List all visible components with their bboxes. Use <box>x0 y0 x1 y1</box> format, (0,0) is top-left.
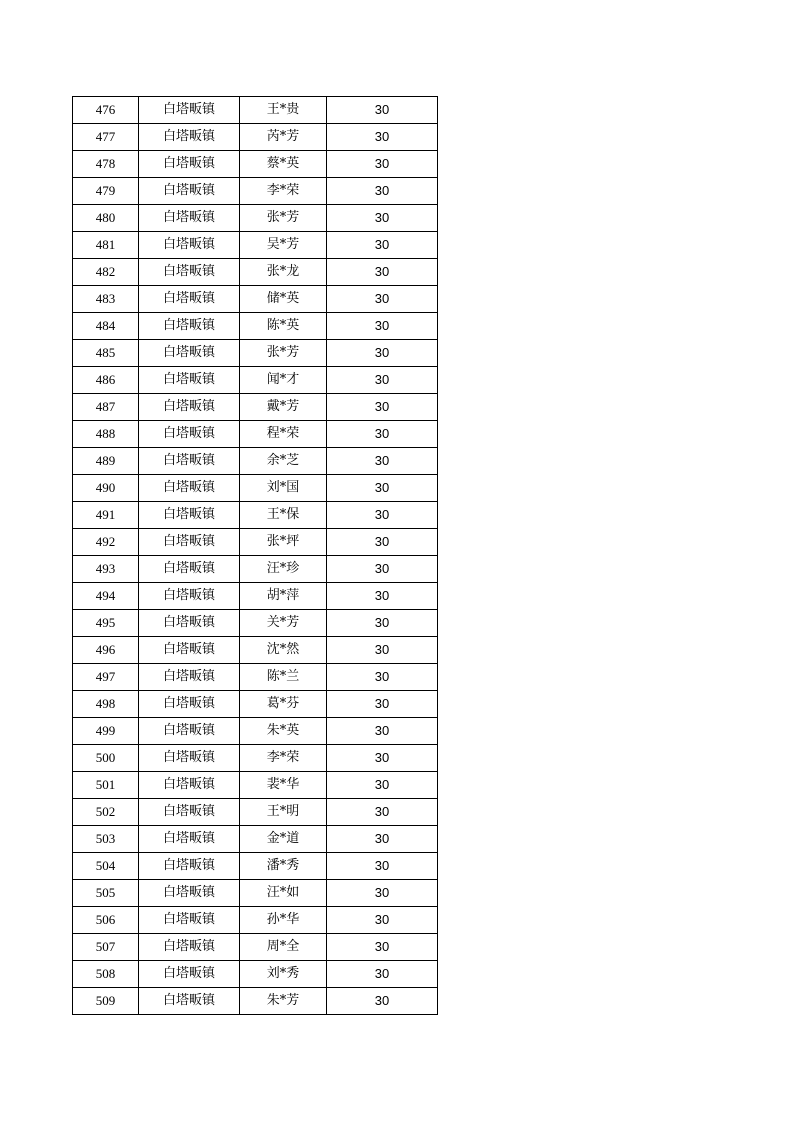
amount-cell: 30 <box>327 853 438 880</box>
table-row <box>73 259 438 286</box>
row-number-cell: 503 <box>73 826 139 853</box>
row-number-cell: 504 <box>73 853 139 880</box>
amount-cell: 30 <box>327 421 438 448</box>
town-cell: 白塔畈镇 <box>139 718 240 745</box>
row-number-cell: 493 <box>73 556 139 583</box>
table-row <box>73 637 438 664</box>
town-cell: 白塔畈镇 <box>139 178 240 205</box>
table-row <box>73 853 438 880</box>
row-number-cell: 500 <box>73 745 139 772</box>
row-number-cell: 489 <box>73 448 139 475</box>
amount-cell: 30 <box>327 124 438 151</box>
row-number-cell: 487 <box>73 394 139 421</box>
name-cell: 关*芳 <box>240 610 327 637</box>
name-cell: 张*芳 <box>240 340 327 367</box>
row-number-cell: 476 <box>73 97 139 124</box>
row-number-cell: 506 <box>73 907 139 934</box>
table-row <box>73 151 438 178</box>
name-cell: 芮*芳 <box>240 124 327 151</box>
amount-cell: 30 <box>327 988 438 1015</box>
name-cell: 张*芳 <box>240 205 327 232</box>
row-number-cell: 509 <box>73 988 139 1015</box>
row-number-cell: 497 <box>73 664 139 691</box>
data-table <box>72 96 438 1015</box>
town-cell: 白塔畈镇 <box>139 745 240 772</box>
town-cell: 白塔畈镇 <box>139 124 240 151</box>
row-number-cell: 481 <box>73 232 139 259</box>
table-row <box>73 664 438 691</box>
table-row <box>73 988 438 1015</box>
row-number-cell: 495 <box>73 610 139 637</box>
name-cell: 周*全 <box>240 934 327 961</box>
row-number-cell: 477 <box>73 124 139 151</box>
amount-cell: 30 <box>327 529 438 556</box>
amount-cell: 30 <box>327 286 438 313</box>
town-cell: 白塔畈镇 <box>139 367 240 394</box>
table-row <box>73 583 438 610</box>
amount-cell: 30 <box>327 259 438 286</box>
name-cell: 裴*华 <box>240 772 327 799</box>
amount-cell: 30 <box>327 475 438 502</box>
amount-cell: 30 <box>327 394 438 421</box>
table-row <box>73 448 438 475</box>
name-cell: 李*荣 <box>240 745 327 772</box>
table-row <box>73 961 438 988</box>
row-number-cell: 494 <box>73 583 139 610</box>
table-row <box>73 745 438 772</box>
name-cell: 张*龙 <box>240 259 327 286</box>
row-number-cell: 508 <box>73 961 139 988</box>
town-cell: 白塔畈镇 <box>139 529 240 556</box>
table-row <box>73 529 438 556</box>
amount-cell: 30 <box>327 718 438 745</box>
amount-cell: 30 <box>327 151 438 178</box>
name-cell: 戴*芳 <box>240 394 327 421</box>
row-number-cell: 501 <box>73 772 139 799</box>
amount-cell: 30 <box>327 907 438 934</box>
row-number-cell: 498 <box>73 691 139 718</box>
town-cell: 白塔畈镇 <box>139 961 240 988</box>
row-number-cell: 491 <box>73 502 139 529</box>
amount-cell: 30 <box>327 502 438 529</box>
amount-cell: 30 <box>327 745 438 772</box>
row-number-cell: 499 <box>73 718 139 745</box>
table-row <box>73 799 438 826</box>
amount-cell: 30 <box>327 583 438 610</box>
town-cell: 白塔畈镇 <box>139 691 240 718</box>
table-row <box>73 934 438 961</box>
town-cell: 白塔畈镇 <box>139 610 240 637</box>
name-cell: 沈*然 <box>240 637 327 664</box>
row-number-cell: 482 <box>73 259 139 286</box>
name-cell: 刘*秀 <box>240 961 327 988</box>
town-cell: 白塔畈镇 <box>139 421 240 448</box>
table-row <box>73 421 438 448</box>
amount-cell: 30 <box>327 826 438 853</box>
town-cell: 白塔畈镇 <box>139 502 240 529</box>
town-cell: 白塔畈镇 <box>139 934 240 961</box>
amount-cell: 30 <box>327 961 438 988</box>
amount-cell: 30 <box>327 691 438 718</box>
name-cell: 陈*兰 <box>240 664 327 691</box>
name-cell: 程*荣 <box>240 421 327 448</box>
name-cell: 李*荣 <box>240 178 327 205</box>
name-cell: 王*贵 <box>240 97 327 124</box>
amount-cell: 30 <box>327 313 438 340</box>
amount-cell: 30 <box>327 205 438 232</box>
name-cell: 余*芝 <box>240 448 327 475</box>
name-cell: 朱*芳 <box>240 988 327 1015</box>
name-cell: 吴*芳 <box>240 232 327 259</box>
row-number-cell: 484 <box>73 313 139 340</box>
town-cell: 白塔畈镇 <box>139 340 240 367</box>
town-cell: 白塔畈镇 <box>139 151 240 178</box>
name-cell: 潘*秀 <box>240 853 327 880</box>
table-row <box>73 610 438 637</box>
name-cell: 刘*国 <box>240 475 327 502</box>
town-cell: 白塔畈镇 <box>139 583 240 610</box>
town-cell: 白塔畈镇 <box>139 799 240 826</box>
town-cell: 白塔畈镇 <box>139 556 240 583</box>
amount-cell: 30 <box>327 556 438 583</box>
town-cell: 白塔畈镇 <box>139 988 240 1015</box>
name-cell: 朱*英 <box>240 718 327 745</box>
row-number-cell: 492 <box>73 529 139 556</box>
amount-cell: 30 <box>327 637 438 664</box>
row-number-cell: 488 <box>73 421 139 448</box>
table-row <box>73 475 438 502</box>
name-cell: 王*保 <box>240 502 327 529</box>
table-row <box>73 232 438 259</box>
name-cell: 闻*才 <box>240 367 327 394</box>
row-number-cell: 505 <box>73 880 139 907</box>
table-row <box>73 340 438 367</box>
table-body <box>73 97 438 1015</box>
table-row <box>73 394 438 421</box>
row-number-cell: 483 <box>73 286 139 313</box>
town-cell: 白塔畈镇 <box>139 286 240 313</box>
row-number-cell: 485 <box>73 340 139 367</box>
town-cell: 白塔畈镇 <box>139 772 240 799</box>
name-cell: 储*英 <box>240 286 327 313</box>
town-cell: 白塔畈镇 <box>139 637 240 664</box>
amount-cell: 30 <box>327 340 438 367</box>
table-row <box>73 907 438 934</box>
table-row <box>73 97 438 124</box>
amount-cell: 30 <box>327 232 438 259</box>
town-cell: 白塔畈镇 <box>139 97 240 124</box>
amount-cell: 30 <box>327 610 438 637</box>
name-cell: 葛*芬 <box>240 691 327 718</box>
table-row <box>73 772 438 799</box>
row-number-cell: 478 <box>73 151 139 178</box>
row-number-cell: 502 <box>73 799 139 826</box>
amount-cell: 30 <box>327 772 438 799</box>
row-number-cell: 486 <box>73 367 139 394</box>
name-cell: 蔡*英 <box>240 151 327 178</box>
name-cell: 金*道 <box>240 826 327 853</box>
row-number-cell: 480 <box>73 205 139 232</box>
town-cell: 白塔畈镇 <box>139 826 240 853</box>
town-cell: 白塔畈镇 <box>139 394 240 421</box>
town-cell: 白塔畈镇 <box>139 259 240 286</box>
name-cell: 胡*萍 <box>240 583 327 610</box>
amount-cell: 30 <box>327 880 438 907</box>
table-row <box>73 313 438 340</box>
table-row <box>73 826 438 853</box>
row-number-cell: 490 <box>73 475 139 502</box>
table-row <box>73 880 438 907</box>
table-row <box>73 502 438 529</box>
table-row <box>73 691 438 718</box>
town-cell: 白塔畈镇 <box>139 907 240 934</box>
town-cell: 白塔畈镇 <box>139 205 240 232</box>
name-cell: 张*坪 <box>240 529 327 556</box>
name-cell: 王*明 <box>240 799 327 826</box>
amount-cell: 30 <box>327 799 438 826</box>
town-cell: 白塔畈镇 <box>139 853 240 880</box>
table-row <box>73 124 438 151</box>
name-cell: 孙*华 <box>240 907 327 934</box>
amount-cell: 30 <box>327 178 438 205</box>
table-row <box>73 718 438 745</box>
table-row <box>73 367 438 394</box>
name-cell: 汪*珍 <box>240 556 327 583</box>
amount-cell: 30 <box>327 367 438 394</box>
name-cell: 汪*如 <box>240 880 327 907</box>
table-row <box>73 205 438 232</box>
table-row <box>73 556 438 583</box>
table-row <box>73 286 438 313</box>
town-cell: 白塔畈镇 <box>139 313 240 340</box>
amount-cell: 30 <box>327 97 438 124</box>
town-cell: 白塔畈镇 <box>139 475 240 502</box>
town-cell: 白塔畈镇 <box>139 664 240 691</box>
town-cell: 白塔畈镇 <box>139 448 240 475</box>
amount-cell: 30 <box>327 664 438 691</box>
amount-cell: 30 <box>327 448 438 475</box>
row-number-cell: 479 <box>73 178 139 205</box>
town-cell: 白塔畈镇 <box>139 232 240 259</box>
table-row <box>73 178 438 205</box>
amount-cell: 30 <box>327 934 438 961</box>
row-number-cell: 496 <box>73 637 139 664</box>
row-number-cell: 507 <box>73 934 139 961</box>
name-cell: 陈*英 <box>240 313 327 340</box>
town-cell: 白塔畈镇 <box>139 880 240 907</box>
